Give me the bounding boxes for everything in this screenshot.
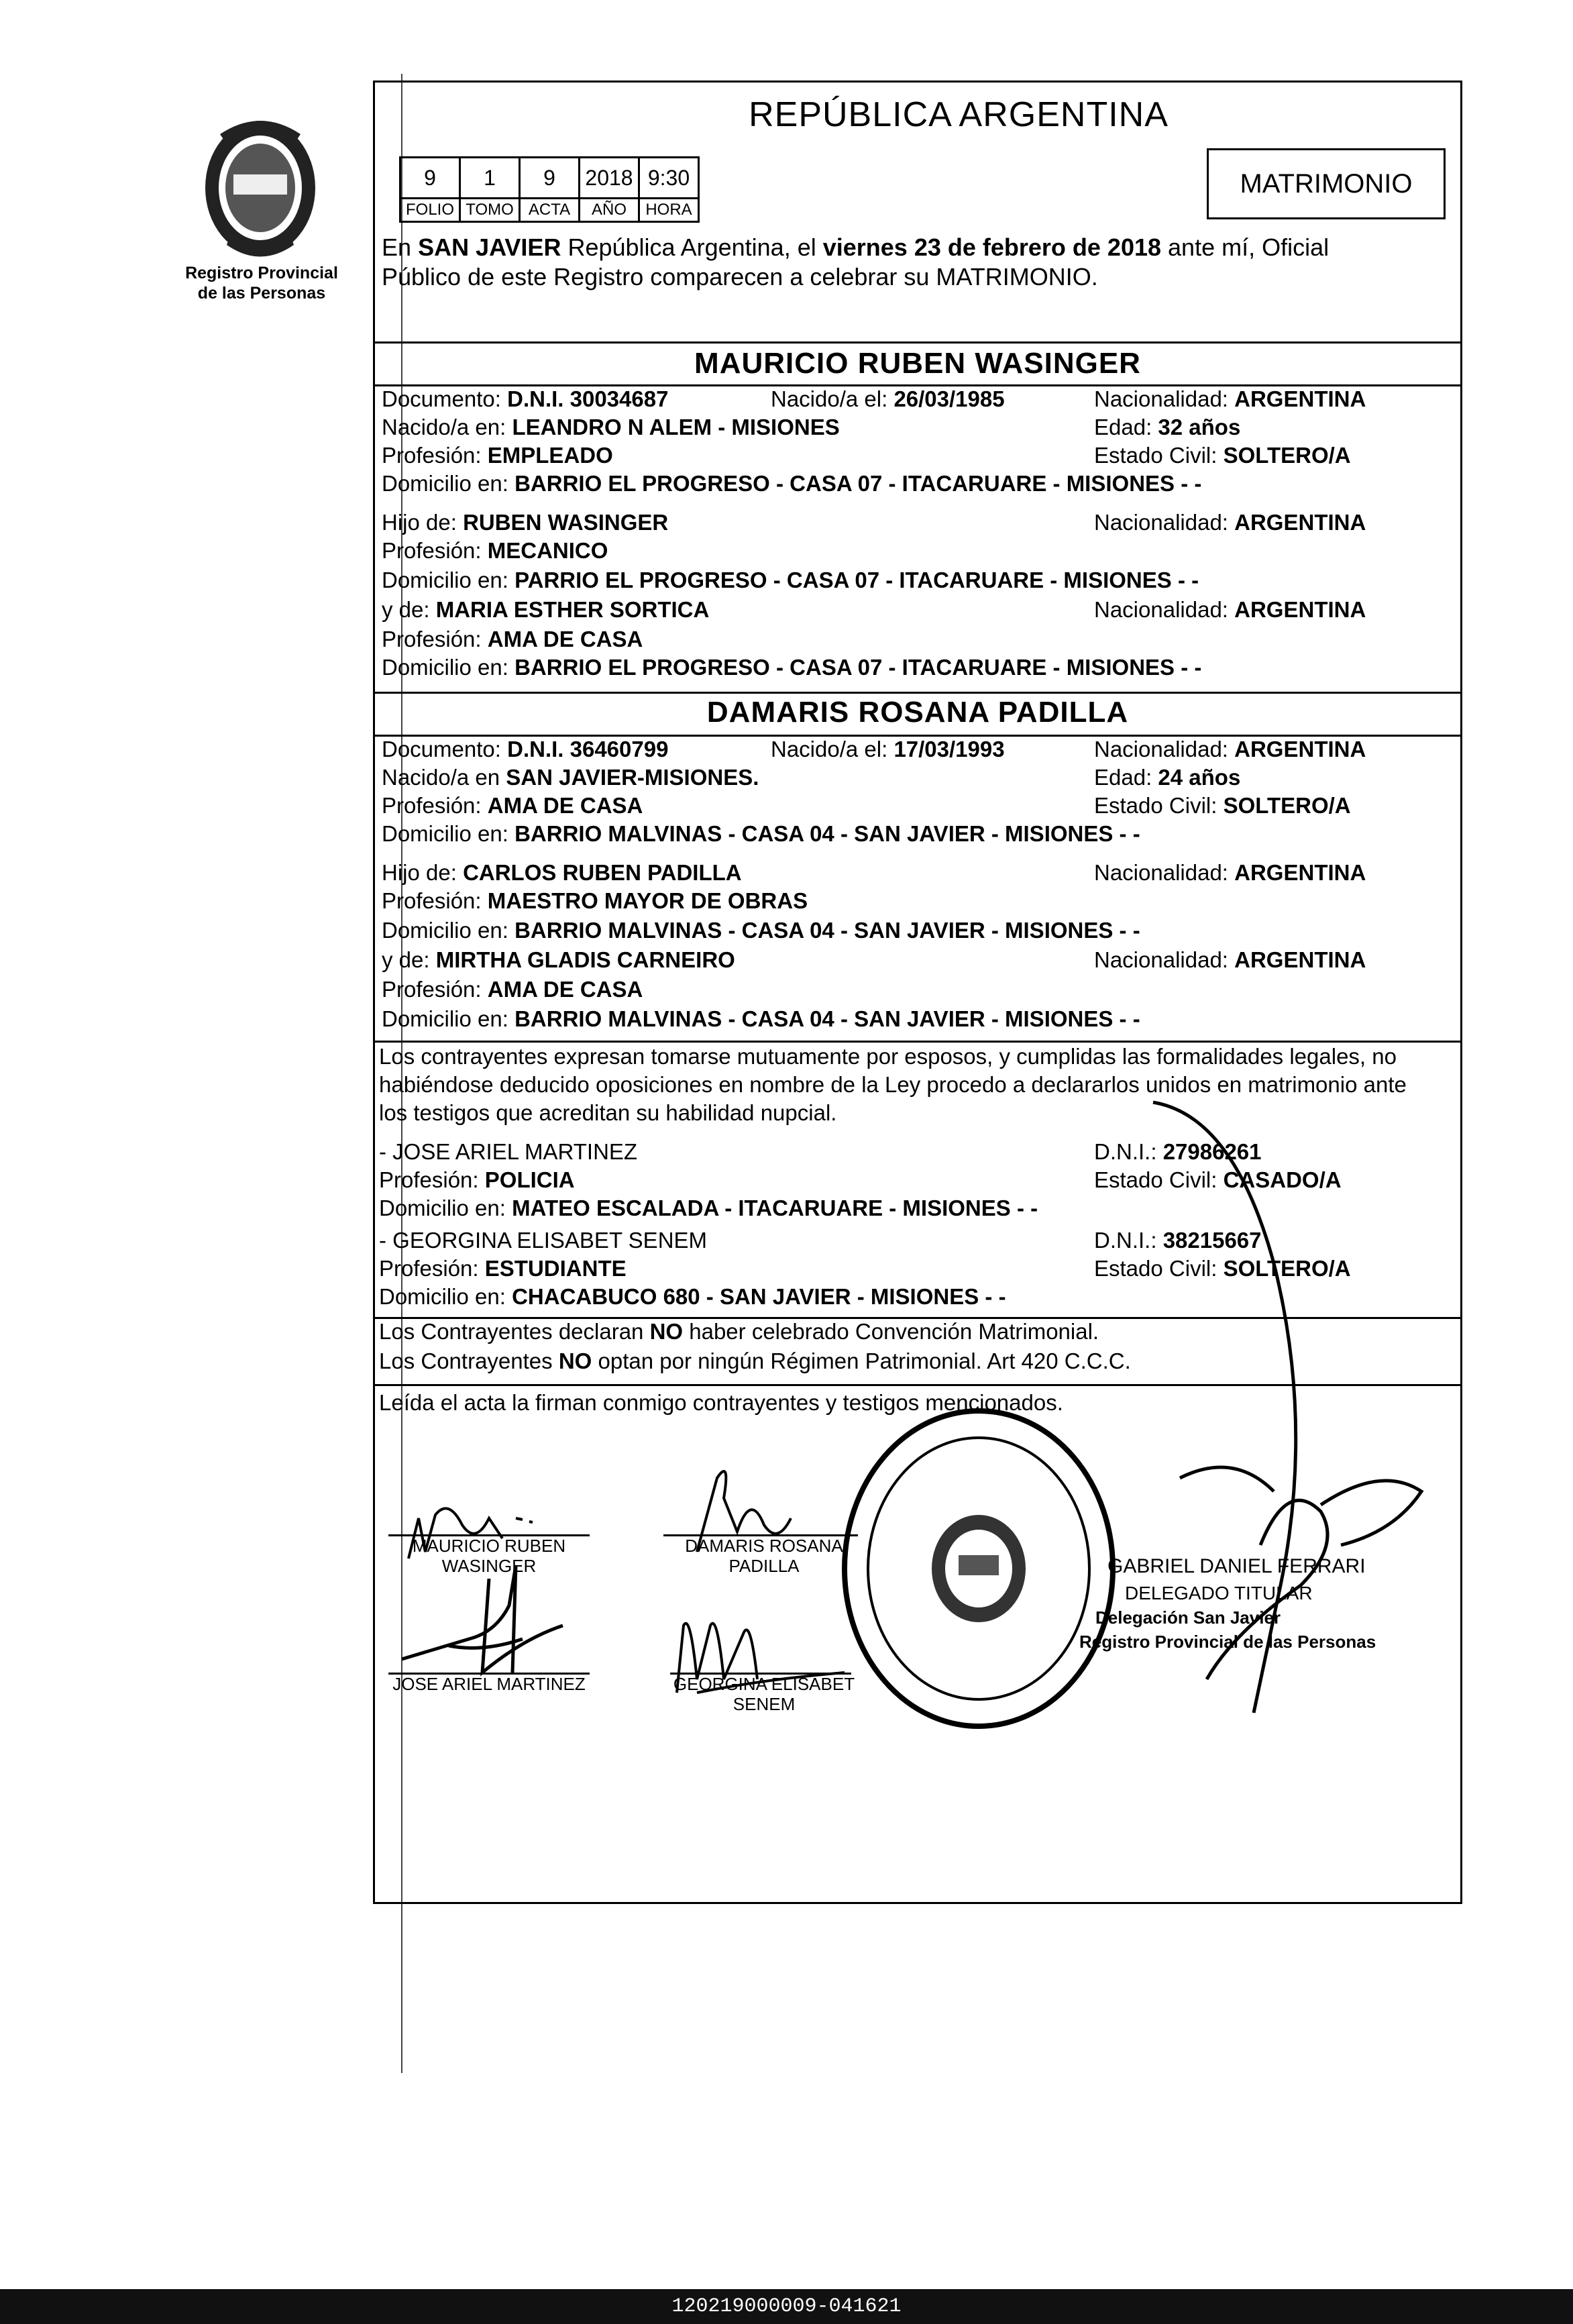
folio-value: 9 bbox=[400, 158, 460, 199]
official-registry: Registro Provincial de las Personas bbox=[1079, 1632, 1376, 1652]
bride-signature-label: DAMARIS ROSANA PADILLA bbox=[685, 1536, 843, 1576]
witness1-address: Domicilio en: MATEO ESCALADA - ITACARUARE - MISIONES - - bbox=[379, 1196, 1038, 1220]
groom-document: Documento: D.N.I. 30034687 bbox=[382, 386, 669, 411]
groom-father-profession: Profesión: MECANICO bbox=[382, 538, 608, 563]
official-title: DELEGADO TITULAR bbox=[1125, 1583, 1313, 1603]
bride-father-profession: Profesión: MAESTRO MAYOR DE OBRAS bbox=[382, 888, 808, 913]
witness2-dni: D.N.I.: 38215667 bbox=[1094, 1228, 1262, 1253]
logo-caption-line2: de las Personas bbox=[197, 284, 326, 303]
groom-mother-nationality: Nacionalidad: ARGENTINA bbox=[1094, 597, 1366, 622]
groom-civil-status: Estado Civil: SOLTERO/A bbox=[1094, 443, 1351, 468]
patrimonial-line2: Los Contrayentes NO optan por ningún Régimen Patrimonial. Art 420 C.C.C. bbox=[379, 1349, 1131, 1373]
groom-father-address: Domicilio en: PARRIO EL PROGRESO - CASA 07 - ITACARUARE - MISIONES - - bbox=[382, 568, 1199, 592]
official-office: Delegación San Javier bbox=[1095, 1607, 1281, 1628]
logo-caption-line1: Registro Provincial bbox=[185, 264, 338, 282]
tomo-label: TOMO bbox=[460, 199, 520, 222]
bride-mother-profession: Profesión: AMA DE CASA bbox=[382, 977, 643, 1002]
province-seal-logo bbox=[180, 107, 341, 275]
anio-label: AÑO bbox=[580, 199, 639, 222]
official-stamp bbox=[831, 1397, 1126, 1740]
groom-father-nationality: Nacionalidad: ARGENTINA bbox=[1094, 510, 1366, 535]
folio-label: FOLIO bbox=[400, 199, 460, 222]
bride-profession: Profesión: AMA DE CASA bbox=[382, 793, 643, 818]
acta-label: ACTA bbox=[520, 199, 580, 222]
groom-name: MAURICIO RUBEN WASINGER bbox=[694, 347, 1141, 380]
bride-father-nationality: Nacionalidad: ARGENTINA bbox=[1094, 860, 1366, 885]
witness2-civil-status: Estado Civil: SOLTERO/A bbox=[1094, 1256, 1351, 1281]
intro-line1: En SAN JAVIER República Argentina, el viernes 23 de febrero de 2018 ante mí, Oficial bbox=[382, 233, 1330, 261]
patrimonial-line1: Los Contrayentes declaran NO haber celebrado Convención Matrimonial. bbox=[379, 1319, 1099, 1344]
groom-signature-label: MAURICIO RUBEN WASINGER bbox=[412, 1536, 566, 1576]
hora-label: HORA bbox=[639, 199, 699, 222]
intro-line2: Público de este Registro comparecen a celebrar su MATRIMONIO. bbox=[382, 263, 1098, 290]
witness1-signature bbox=[388, 1538, 603, 1693]
bride-father-address: Domicilio en: BARRIO MALVINAS - CASA 04 - SAN JAVIER - MISIONES - - bbox=[382, 918, 1140, 943]
witness1-name: - JOSE ARIEL MARTINEZ bbox=[379, 1139, 638, 1164]
groom-age: Edad: 32 años bbox=[1094, 415, 1241, 439]
groom-birthplace: Nacido/a en: LEANDRO N ALEM - MISIONES bbox=[382, 415, 840, 439]
bride-nationality: Nacionalidad: ARGENTINA bbox=[1094, 737, 1366, 761]
groom-mother: y de: MARIA ESTHER SORTICA bbox=[382, 597, 710, 622]
groom-mother-profession: Profesión: AMA DE CASA bbox=[382, 627, 643, 651]
divider bbox=[375, 341, 1460, 344]
declaration-line3: los testigos que acreditan su habilidad nupcial. bbox=[379, 1100, 837, 1125]
record-codes-table bbox=[399, 156, 700, 223]
country-title: REPÚBLICA ARGENTINA bbox=[749, 95, 1169, 134]
witness2-name: - GEORGINA ELISABET SENEM bbox=[379, 1228, 708, 1253]
witness2-address: Domicilio en: CHACABUCO 680 - SAN JAVIER - MISIONES - - bbox=[379, 1284, 1006, 1309]
groom-mother-address: Domicilio en: BARRIO EL PROGRESO - CASA 07 - ITACARUARE - MISIONES - - bbox=[382, 655, 1202, 680]
bride-age: Edad: 24 años bbox=[1094, 765, 1241, 790]
acta-value: 9 bbox=[520, 158, 580, 199]
certificate-type-box: MATRIMONIO bbox=[1207, 148, 1446, 219]
bride-document: Documento: D.N.I. 36460799 bbox=[382, 737, 669, 761]
certificate-frame bbox=[373, 81, 1462, 1904]
official-name: GABRIEL DANIEL FERRARI bbox=[1107, 1555, 1366, 1577]
groom-father: Hijo de: RUBEN WASINGER bbox=[382, 510, 669, 535]
groom-address: Domicilio en: BARRIO EL PROGRESO - CASA 07 - ITACARUARE - MISIONES - - bbox=[382, 471, 1202, 496]
tomo-value: 1 bbox=[460, 158, 520, 199]
signing-statement: Leída el acta la firman conmigo contrayentes y testigos mencionados. bbox=[379, 1390, 1063, 1415]
divider bbox=[375, 1041, 1460, 1043]
bride-civil-status: Estado Civil: SOLTERO/A bbox=[1094, 793, 1351, 818]
witness1-signature-label: JOSE ARIEL MARTINEZ bbox=[392, 1674, 586, 1694]
groom-nationality: Nacionalidad: ARGENTINA bbox=[1094, 386, 1366, 411]
bride-father: Hijo de: CARLOS RUBEN PADILLA bbox=[382, 860, 742, 885]
witness1-profession: Profesión: POLICIA bbox=[379, 1167, 575, 1192]
bride-mother-nationality: Nacionalidad: ARGENTINA bbox=[1094, 947, 1366, 972]
hora-value: 9:30 bbox=[639, 158, 699, 199]
witness2-signature-label: GEORGINA ELISABET SENEM bbox=[673, 1674, 855, 1714]
declaration-line1: Los contrayentes expresan tomarse mutuamente por esposos, y cumplidas las formalidades legales, no bbox=[379, 1044, 1397, 1069]
witness2-profession: Profesión: ESTUDIANTE bbox=[379, 1256, 627, 1281]
anio-value: 2018 bbox=[580, 158, 639, 199]
bride-name: DAMARIS ROSANA PADILLA bbox=[706, 696, 1129, 729]
bride-mother-address: Domicilio en: BARRIO MALVINAS - CASA 04 - SAN JAVIER - MISIONES - - bbox=[382, 1006, 1140, 1031]
divider bbox=[375, 692, 1460, 694]
bride-birthdate: Nacido/a el: 17/03/1993 bbox=[771, 737, 1005, 761]
declaration-line2: habiéndose deducido oposiciones en nombre de la Ley procedo a declararlos unidos en matrimonio ante bbox=[379, 1072, 1407, 1097]
bride-birthplace: Nacido/a en SAN JAVIER-MISIONES. bbox=[382, 765, 759, 790]
logo-caption bbox=[168, 263, 356, 303]
witness1-dni: D.N.I.: 27986261 bbox=[1094, 1139, 1262, 1164]
groom-birthdate: Nacido/a el: 26/03/1985 bbox=[771, 386, 1005, 411]
groom-profession: Profesión: EMPLEADO bbox=[382, 443, 613, 468]
document-barcode-number: 120219000009-041621 bbox=[0, 2289, 1573, 2324]
bride-mother: y de: MIRTHA GLADIS CARNEIRO bbox=[382, 947, 735, 972]
bride-address: Domicilio en: BARRIO MALVINAS - CASA 04 - SAN JAVIER - MISIONES - - bbox=[382, 821, 1140, 846]
witness1-civil-status: Estado Civil: CASADO/A bbox=[1094, 1167, 1342, 1192]
